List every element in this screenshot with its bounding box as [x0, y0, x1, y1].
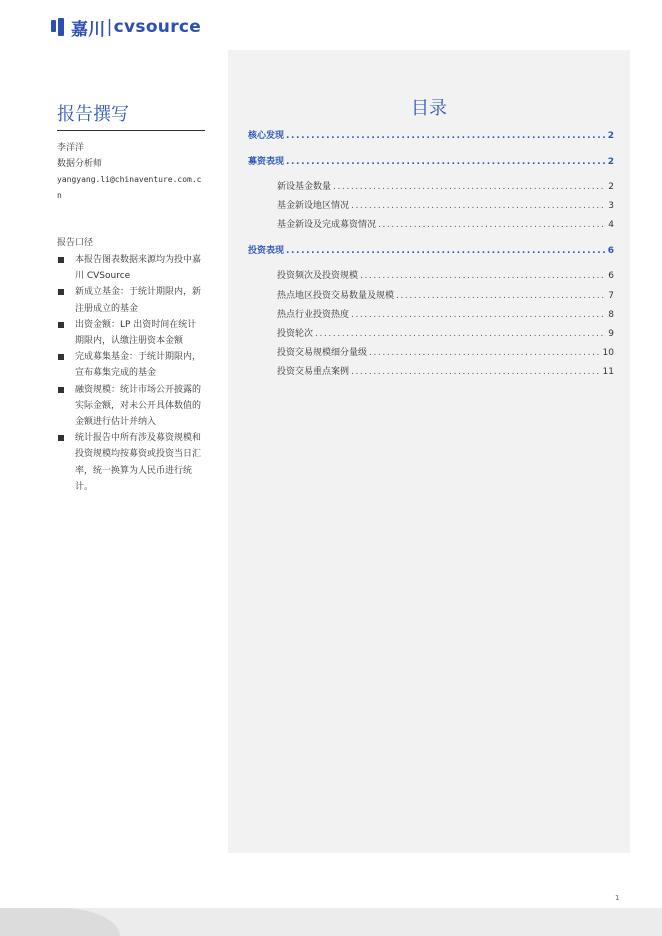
brand-logo	[51, 16, 201, 38]
toc-entry-label: 募资表现	[248, 157, 285, 167]
toc-entry-page: 7	[608, 291, 614, 301]
toc-entry-page: 6	[608, 271, 614, 281]
author-heading: 报告撰写	[57, 100, 205, 131]
toc-entry-page: 11	[602, 367, 614, 377]
toc-entry-core-findings[interactable]	[248, 128, 614, 141]
list-item	[57, 430, 205, 495]
square-bullet-icon	[58, 354, 64, 360]
logo-mark-icon	[51, 17, 68, 37]
toc-entry-label: 投资轮次	[277, 329, 314, 339]
toc-leader-dots	[333, 182, 606, 192]
page-number: 1	[615, 894, 620, 902]
square-bullet-icon	[58, 387, 64, 393]
toc-entry-investment-rounds[interactable]	[277, 326, 614, 339]
toc-entry-new-fund-region[interactable]	[277, 198, 614, 211]
list-item	[57, 349, 205, 381]
list-item	[57, 317, 205, 349]
note-text: 出资金额：LP 出资时间在统计期限内，认缴注册资本金额	[75, 319, 197, 347]
note-text: 完成募集基金：于统计期限内，宣布募集完成的基金	[75, 352, 202, 379]
toc-entry-page: 10	[602, 348, 614, 358]
toc-leader-dots	[351, 310, 606, 320]
toc-entry-key-cases[interactable]	[277, 364, 614, 377]
toc-entry-fundraising[interactable]	[248, 154, 614, 167]
toc-leader-dots	[351, 367, 601, 377]
toc-entry-new-fund-count[interactable]	[277, 179, 614, 192]
toc-entry-hot-industries[interactable]	[277, 307, 614, 320]
toc-entry-label: 热点行业投资热度	[277, 310, 350, 320]
square-bullet-icon	[58, 289, 64, 295]
toc-leader-dots	[360, 271, 606, 281]
note-text: 融资规模：统计市场公开披露的实际金额，对未公开具体数值的金额进行估计并纳入	[75, 384, 202, 428]
toc-leader-dots	[369, 348, 601, 358]
toc-leader-dots	[286, 157, 606, 167]
toc-leader-dots	[286, 246, 606, 256]
notes-list	[57, 252, 205, 495]
toc-leader-dots	[286, 131, 606, 141]
note-text: 本报告图表数据来源均为投中嘉川 CVSource	[75, 255, 202, 282]
brand-name-latin: cvsource	[113, 17, 202, 37]
toc-entry-deal-size-tiers[interactable]	[277, 345, 614, 358]
list-item	[57, 284, 205, 316]
toc-entry-label: 核心发现	[248, 131, 285, 141]
toc-entry-page: 6	[607, 246, 614, 256]
toc-entry-label: 基金新设地区情况	[277, 201, 350, 211]
toc-entry-new-and-completed-funds[interactable]	[277, 217, 614, 230]
author-name: 李洋洋	[57, 143, 85, 153]
toc-entry-page: 8	[608, 310, 614, 320]
toc-leader-dots	[378, 220, 606, 230]
toc-leader-dots	[315, 329, 606, 339]
notes-title: 报告口径	[57, 238, 94, 248]
toc-entry-label: 新设基金数量	[277, 182, 332, 192]
author-email[interactable]: yangyang.li@chinaventure.com.cn	[57, 175, 202, 200]
toc-panel	[228, 50, 630, 853]
author-sidebar	[57, 100, 205, 495]
toc-leader-dots	[396, 291, 606, 301]
toc-entry-label: 投资交易规模细分量级	[277, 348, 368, 358]
toc-entry-page: 2	[608, 182, 614, 192]
toc-entry-label: 投资交易重点案例	[277, 367, 350, 377]
toc-entry-investment-frequency[interactable]	[277, 268, 614, 281]
brand-divider: |	[106, 17, 113, 37]
brand-name-chinese: 嘉川	[71, 19, 106, 40]
note-text: 新成立基金：于统计期限内，新注册成立的基金	[75, 287, 202, 314]
list-item	[57, 252, 205, 284]
toc-title: 目录	[411, 98, 447, 119]
toc-entry-label: 基金新设及完成募资情况	[277, 220, 377, 230]
list-item	[57, 382, 205, 431]
note-text: 统计报告中所有涉及募资规模和投资规模均按募资或投资当日汇率，统一换算为人民币进行统计。	[75, 433, 202, 492]
toc-entry-label: 投资表现	[248, 246, 285, 256]
toc-entry-hot-regions[interactable]	[277, 288, 614, 301]
toc-entry-page: 4	[608, 220, 614, 230]
author-title: 数据分析师	[57, 159, 103, 169]
toc-leader-dots	[351, 201, 606, 211]
toc-entry-page: 2	[607, 131, 614, 141]
square-bullet-icon	[58, 257, 64, 263]
toc-entry-label: 热点地区投资交易数量及规模	[277, 291, 395, 301]
square-bullet-icon	[58, 435, 64, 441]
footer-curve	[0, 908, 120, 936]
footer-band	[0, 908, 662, 936]
square-bullet-icon	[58, 322, 64, 328]
toc-entry-page: 9	[608, 329, 614, 339]
toc-entry-label: 投资频次及投资规模	[277, 271, 359, 281]
toc-entry-page: 3	[608, 201, 614, 211]
toc-entry-page: 2	[607, 157, 614, 167]
toc-entry-investment[interactable]	[248, 243, 614, 256]
